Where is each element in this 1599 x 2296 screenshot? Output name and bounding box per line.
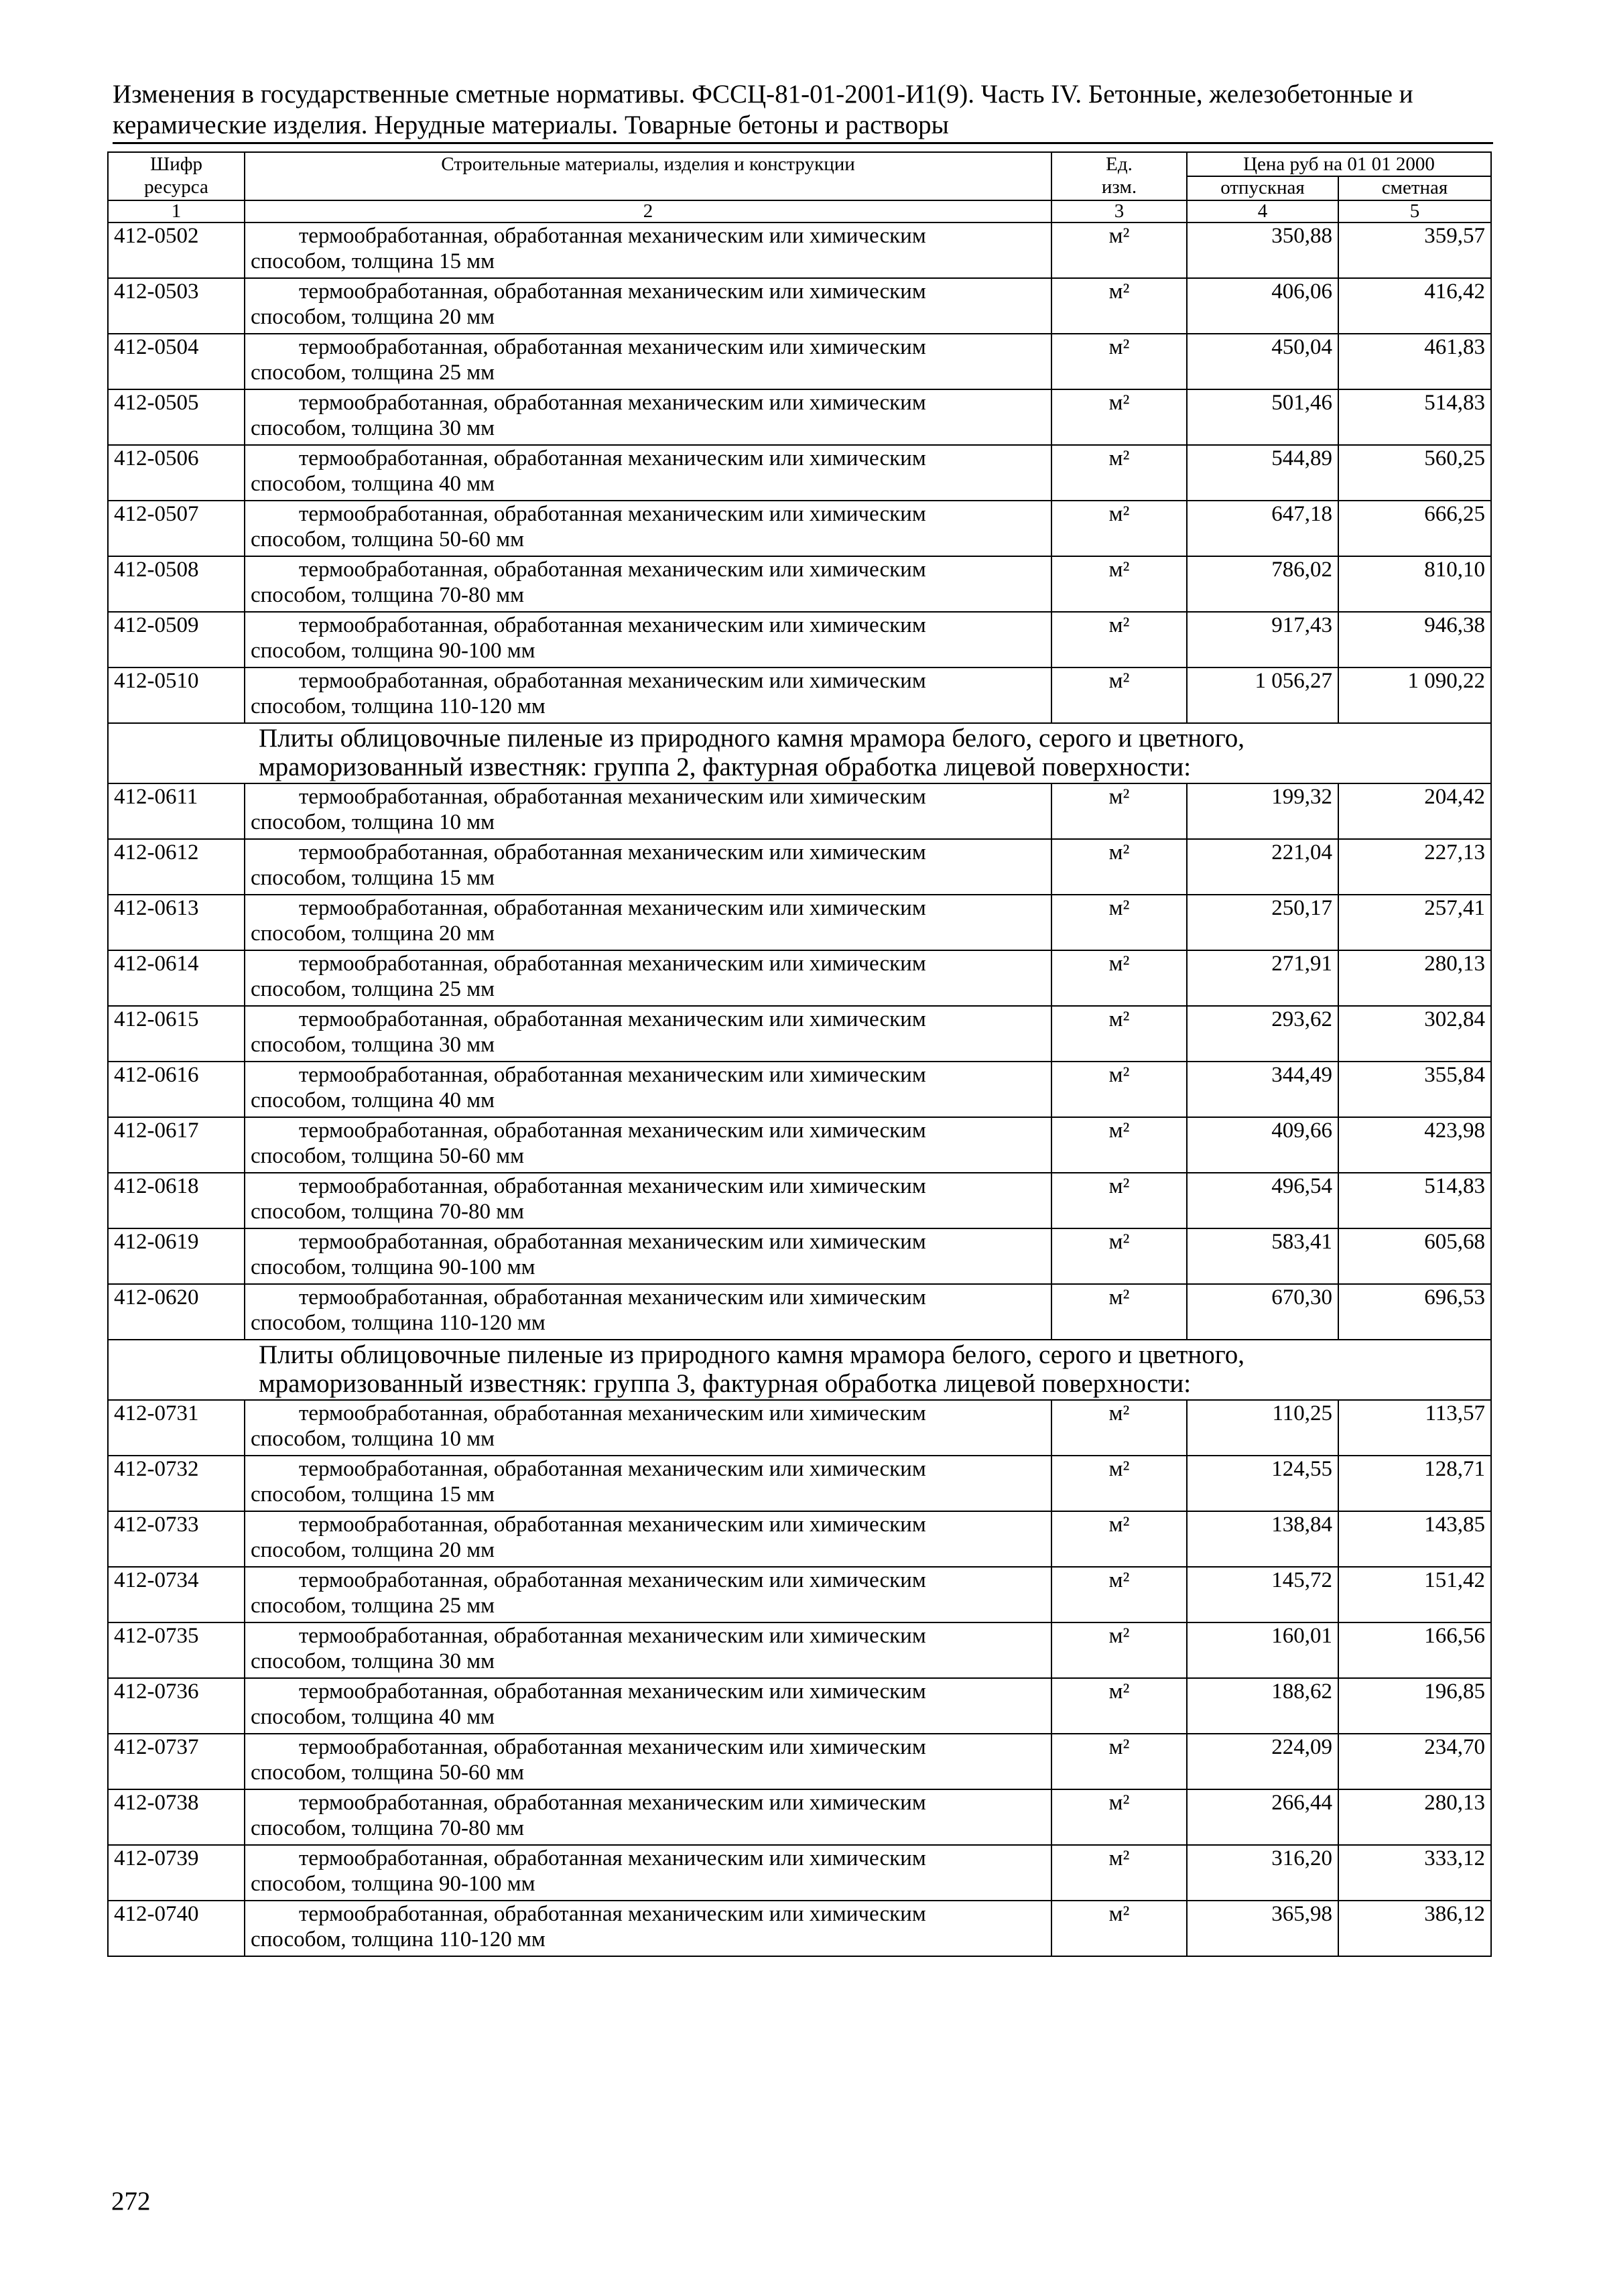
unit-of-measure: м² <box>1051 389 1187 445</box>
resource-code: 412-0613 <box>108 895 245 950</box>
table-row <box>108 389 1491 445</box>
unit-of-measure: м² <box>1051 667 1187 723</box>
material-description <box>245 445 1051 501</box>
price-estimate: 143,85 <box>1338 1511 1491 1567</box>
unit-of-measure: м² <box>1051 1117 1187 1173</box>
price-release: 124,55 <box>1187 1456 1338 1511</box>
price-estimate: 355,84 <box>1338 1062 1491 1117</box>
description-line-1: термообработанная, обработанная механическим или химическим <box>299 1063 926 1087</box>
description-line-1: термообработанная, обработанная механическим или химическим <box>299 613 926 637</box>
description-line-1: термообработанная, обработанная механическим или химическим <box>299 558 926 582</box>
description-line-2: способом, толщина 20 мм <box>251 1538 495 1562</box>
description-line-2: способом, толщина 90-100 мм <box>251 1255 535 1279</box>
material-description <box>245 612 1051 667</box>
material-description <box>245 839 1051 895</box>
price-release: 316,20 <box>1187 1845 1338 1901</box>
description-line-2: способом, толщина 70-80 мм <box>251 583 524 607</box>
description-line-2: способом, толщина 90-100 мм <box>251 1872 535 1896</box>
price-release: 450,04 <box>1187 334 1338 389</box>
description-line-2: способом, толщина 70-80 мм <box>251 1200 524 1224</box>
price-estimate: 514,83 <box>1338 1173 1491 1228</box>
price-release: 145,72 <box>1187 1567 1338 1622</box>
resource-code: 412-0731 <box>108 1400 245 1456</box>
material-description <box>245 222 1051 278</box>
table-row <box>108 278 1491 334</box>
table-row <box>108 445 1491 501</box>
resource-code: 412-0737 <box>108 1734 245 1789</box>
section-heading-line2: мраморизованный известняк: группа 2, фактурная обработка лицевой поверхности: <box>259 753 1192 781</box>
unit-of-measure: м² <box>1051 1678 1187 1734</box>
price-release: 917,43 <box>1187 612 1338 667</box>
col-header-price: Цена руб на 01 01 2000 <box>1187 152 1491 176</box>
section-heading <box>108 1340 1491 1400</box>
table-row <box>108 1678 1491 1734</box>
price-estimate: 280,13 <box>1338 950 1491 1006</box>
description-line-2: способом, толщина 25 мм <box>251 977 495 1001</box>
description-line-2: способом, толщина 110-120 мм <box>251 1927 546 1952</box>
price-estimate: 461,83 <box>1338 334 1491 389</box>
price-release: 350,88 <box>1187 222 1338 278</box>
price-release: 365,98 <box>1187 1901 1338 1956</box>
price-estimate: 359,57 <box>1338 222 1491 278</box>
description-line-1: термообработанная, обработанная механическим или химическим <box>299 391 926 415</box>
resource-code: 412-0506 <box>108 445 245 501</box>
resource-code: 412-0738 <box>108 1789 245 1845</box>
resource-code: 412-0502 <box>108 222 245 278</box>
material-description <box>245 1456 1051 1511</box>
table-row <box>108 1734 1491 1789</box>
section-heading-row <box>108 723 1491 783</box>
description-line-1: термообработанная, обработанная механическим или химическим <box>299 1513 926 1537</box>
price-release: 221,04 <box>1187 839 1338 895</box>
description-line-2: способом, толщина 10 мм <box>251 810 495 834</box>
col-number: 3 <box>1051 200 1187 222</box>
description-line-1: термообработанная, обработанная механическим или химическим <box>299 1791 926 1815</box>
resource-code: 412-0510 <box>108 667 245 723</box>
resource-code: 412-0736 <box>108 1678 245 1734</box>
price-estimate: 605,68 <box>1338 1228 1491 1284</box>
price-estimate: 204,42 <box>1338 783 1491 839</box>
material-description <box>245 1173 1051 1228</box>
price-release: 160,01 <box>1187 1622 1338 1678</box>
description-line-2: способом, толщина 110-120 мм <box>251 1311 546 1335</box>
price-estimate: 257,41 <box>1338 895 1491 950</box>
price-estimate: 128,71 <box>1338 1456 1491 1511</box>
unit-of-measure: м² <box>1051 501 1187 556</box>
table-row <box>108 667 1491 723</box>
col-header-price-release: отпускная <box>1187 176 1338 200</box>
unit-of-measure: м² <box>1051 1456 1187 1511</box>
price-release: 670,30 <box>1187 1284 1338 1340</box>
description-line-2: способом, толщина 15 мм <box>251 249 495 273</box>
unit-of-measure: м² <box>1051 1567 1187 1622</box>
table-row <box>108 1456 1491 1511</box>
resource-code: 412-0734 <box>108 1567 245 1622</box>
col-header-code: Шифр ресурса <box>108 152 245 200</box>
material-description <box>245 1284 1051 1340</box>
resource-code: 412-0733 <box>108 1511 245 1567</box>
material-description <box>245 783 1051 839</box>
section-heading-row <box>108 1340 1491 1400</box>
description-line-1: термообработанная, обработанная механическим или химическим <box>299 1174 926 1198</box>
description-line-2: способом, толщина 10 мм <box>251 1427 495 1451</box>
price-release: 199,32 <box>1187 783 1338 839</box>
table-row <box>108 839 1491 895</box>
description-line-2: способом, толщина 30 мм <box>251 1649 495 1673</box>
unit-of-measure: м² <box>1051 222 1187 278</box>
table-row <box>108 895 1491 950</box>
section-heading-line1: Плиты облицовочные пиленые из природного камня мрамора белого, серого и цветного, <box>259 724 1245 753</box>
table-row <box>108 501 1491 556</box>
col-number: 1 <box>108 200 245 222</box>
description-line-2: способом, толщина 70-80 мм <box>251 1816 524 1840</box>
section-heading-line1: Плиты облицовочные пиленые из природного камня мрамора белого, серого и цветного, <box>259 1340 1245 1369</box>
material-description <box>245 1400 1051 1456</box>
table-row <box>108 1567 1491 1622</box>
page-number: 272 <box>111 2187 151 2216</box>
description-line-1: термообработанная, обработанная механическим или химическим <box>299 952 926 976</box>
resource-code: 412-0615 <box>108 1006 245 1062</box>
resource-code: 412-0503 <box>108 278 245 334</box>
price-estimate: 166,56 <box>1338 1622 1491 1678</box>
description-line-2: способом, толщина 15 мм <box>251 866 495 890</box>
price-table <box>107 151 1492 1957</box>
unit-of-measure: м² <box>1051 1228 1187 1284</box>
description-line-1: термообработанная, обработанная механическим или химическим <box>299 224 926 248</box>
unit-of-measure: м² <box>1051 895 1187 950</box>
price-estimate: 696,53 <box>1338 1284 1491 1340</box>
description-line-1: термообработанная, обработанная механическим или химическим <box>299 1285 926 1310</box>
price-estimate: 416,42 <box>1338 278 1491 334</box>
material-description <box>245 1901 1051 1956</box>
price-estimate: 560,25 <box>1338 445 1491 501</box>
table-body <box>108 222 1491 1956</box>
table-row <box>108 1511 1491 1567</box>
table-row <box>108 1173 1491 1228</box>
table-row <box>108 612 1491 667</box>
unit-of-measure: м² <box>1051 1062 1187 1117</box>
price-release: 344,49 <box>1187 1062 1338 1117</box>
resource-code: 412-0507 <box>108 501 245 556</box>
unit-of-measure: м² <box>1051 950 1187 1006</box>
unit-of-measure: м² <box>1051 1400 1187 1456</box>
price-release: 409,66 <box>1187 1117 1338 1173</box>
unit-of-measure: м² <box>1051 1006 1187 1062</box>
price-release: 138,84 <box>1187 1511 1338 1567</box>
material-description <box>245 950 1051 1006</box>
material-description <box>245 1567 1051 1622</box>
description-line-2: способом, толщина 30 мм <box>251 416 495 440</box>
section-heading-line2: мраморизованный известняк: группа 3, фактурная обработка лицевой поверхности: <box>259 1369 1192 1398</box>
description-line-1: термообработанная, обработанная механическим или химическим <box>299 669 926 693</box>
description-line-1: термообработанная, обработанная механическим или химическим <box>299 1007 926 1031</box>
price-release: 266,44 <box>1187 1789 1338 1845</box>
price-release: 110,25 <box>1187 1400 1338 1456</box>
description-line-1: термообработанная, обработанная механическим или химическим <box>299 1679 926 1704</box>
table-row <box>108 222 1491 278</box>
material-description <box>245 1734 1051 1789</box>
description-line-1: термообработанная, обработанная механическим или химическим <box>299 1846 926 1870</box>
material-description <box>245 1845 1051 1901</box>
description-line-2: способом, толщина 110-120 мм <box>251 694 546 718</box>
table-row <box>108 1006 1491 1062</box>
material-description <box>245 667 1051 723</box>
resource-code: 412-0508 <box>108 556 245 612</box>
resource-code: 412-0619 <box>108 1228 245 1284</box>
price-release: 293,62 <box>1187 1006 1338 1062</box>
material-description <box>245 1789 1051 1845</box>
col-number: 4 <box>1187 200 1338 222</box>
price-release: 188,62 <box>1187 1678 1338 1734</box>
description-line-1: термообработанная, обработанная механическим или химическим <box>299 1568 926 1592</box>
resource-code: 412-0740 <box>108 1901 245 1956</box>
unit-of-measure: м² <box>1051 612 1187 667</box>
description-line-2: способом, толщина 20 мм <box>251 921 495 946</box>
price-estimate: 386,12 <box>1338 1901 1491 1956</box>
table-row <box>108 1400 1491 1456</box>
unit-of-measure: м² <box>1051 278 1187 334</box>
unit-of-measure: м² <box>1051 334 1187 389</box>
material-description <box>245 895 1051 950</box>
price-estimate: 196,85 <box>1338 1678 1491 1734</box>
material-description <box>245 556 1051 612</box>
description-line-2: способом, толщина 30 мм <box>251 1033 495 1057</box>
unit-of-measure: м² <box>1051 1789 1187 1845</box>
table-row <box>108 950 1491 1006</box>
description-line-1: термообработанная, обработанная механическим или химическим <box>299 446 926 470</box>
resource-code: 412-0618 <box>108 1173 245 1228</box>
description-line-1: термообработанная, обработанная механическим или химическим <box>299 896 926 920</box>
price-release: 786,02 <box>1187 556 1338 612</box>
resource-code: 412-0612 <box>108 839 245 895</box>
header-line-1: Изменения в государственные сметные нормативы. ФССЦ-81-01-2001-И1(9). Часть IV. Бетонные, железобетонные и <box>113 80 1413 109</box>
description-line-2: способом, толщина 25 мм <box>251 1594 495 1618</box>
price-release: 544,89 <box>1187 445 1338 501</box>
price-release: 1 056,27 <box>1187 667 1338 723</box>
col-header-name: Строительные материалы, изделия и конструкции <box>245 152 1051 200</box>
price-estimate: 113,57 <box>1338 1400 1491 1456</box>
resource-code: 412-0620 <box>108 1284 245 1340</box>
description-line-1: термообработанная, обработанная механическим или химическим <box>299 785 926 809</box>
resource-code: 412-0509 <box>108 612 245 667</box>
price-estimate: 514,83 <box>1338 389 1491 445</box>
unit-of-measure: м² <box>1051 1901 1187 1956</box>
description-line-1: термообработанная, обработанная механическим или химическим <box>299 1401 926 1425</box>
table-row <box>108 1062 1491 1117</box>
price-release: 501,46 <box>1187 389 1338 445</box>
material-description <box>245 278 1051 334</box>
price-release: 496,54 <box>1187 1173 1338 1228</box>
description-line-2: способом, толщина 50-60 мм <box>251 527 524 552</box>
material-description <box>245 334 1051 389</box>
description-line-2: способом, толщина 15 мм <box>251 1482 495 1507</box>
description-line-2: способом, толщина 50-60 мм <box>251 1761 524 1785</box>
description-line-1: термообработанная, обработанная механическим или химическим <box>299 1624 926 1648</box>
resource-code: 412-0732 <box>108 1456 245 1511</box>
price-release: 224,09 <box>1187 1734 1338 1789</box>
description-line-1: термообработанная, обработанная механическим или химическим <box>299 1230 926 1254</box>
material-description <box>245 1511 1051 1567</box>
material-description <box>245 501 1051 556</box>
price-estimate: 1 090,22 <box>1338 667 1491 723</box>
table-row <box>108 783 1491 839</box>
description-line-1: термообработанная, обработанная механическим или химическим <box>299 1735 926 1759</box>
price-release: 271,91 <box>1187 950 1338 1006</box>
price-estimate: 333,12 <box>1338 1845 1491 1901</box>
description-line-2: способом, толщина 40 мм <box>251 472 495 496</box>
material-description <box>245 1678 1051 1734</box>
description-line-2: способом, толщина 20 мм <box>251 305 495 329</box>
header-line-2: керамические изделия. Нерудные материалы. Товарные бетоны и растворы <box>113 111 949 139</box>
price-release: 250,17 <box>1187 895 1338 950</box>
resource-code: 412-0616 <box>108 1062 245 1117</box>
description-line-1: термообработанная, обработанная механическим или химическим <box>299 1119 926 1143</box>
col-header-price-estimate: сметная <box>1338 176 1491 200</box>
material-description <box>245 1062 1051 1117</box>
col-number: 2 <box>245 200 1051 222</box>
description-line-2: способом, толщина 40 мм <box>251 1705 495 1729</box>
material-description <box>245 1228 1051 1284</box>
resource-code: 412-0739 <box>108 1845 245 1901</box>
material-description <box>245 1117 1051 1173</box>
unit-of-measure: м² <box>1051 1173 1187 1228</box>
description-line-1: термообработанная, обработанная механическим или химическим <box>299 840 926 865</box>
price-estimate: 280,13 <box>1338 1789 1491 1845</box>
unit-of-measure: м² <box>1051 783 1187 839</box>
description-line-1: термообработанная, обработанная механическим или химическим <box>299 502 926 526</box>
description-line-1: термообработанная, обработанная механическим или химическим <box>299 1902 926 1926</box>
table-row <box>108 334 1491 389</box>
description-line-2: способом, толщина 40 мм <box>251 1088 495 1112</box>
material-description <box>245 389 1051 445</box>
description-line-2: способом, толщина 25 мм <box>251 361 495 385</box>
unit-of-measure: м² <box>1051 445 1187 501</box>
table-row <box>108 556 1491 612</box>
table-row <box>108 1901 1491 1956</box>
price-estimate: 227,13 <box>1338 839 1491 895</box>
col-number: 5 <box>1338 200 1491 222</box>
col-header-unit: Ед. изм. <box>1051 152 1187 200</box>
resource-code: 412-0735 <box>108 1622 245 1678</box>
table-row <box>108 1845 1491 1901</box>
material-description <box>245 1622 1051 1678</box>
table-row <box>108 1117 1491 1173</box>
unit-of-measure: м² <box>1051 1284 1187 1340</box>
table-row <box>108 1622 1491 1678</box>
resource-code: 412-0504 <box>108 334 245 389</box>
price-estimate: 423,98 <box>1338 1117 1491 1173</box>
material-description <box>245 1006 1051 1062</box>
resource-code: 412-0617 <box>108 1117 245 1173</box>
unit-of-measure: м² <box>1051 556 1187 612</box>
price-estimate: 666,25 <box>1338 501 1491 556</box>
document-header <box>113 79 1493 144</box>
description-line-1: термообработанная, обработанная механическим или химическим <box>299 1457 926 1481</box>
price-estimate: 151,42 <box>1338 1567 1491 1622</box>
unit-of-measure: м² <box>1051 1511 1187 1567</box>
description-line-2: способом, толщина 50-60 мм <box>251 1144 524 1168</box>
price-release: 647,18 <box>1187 501 1338 556</box>
table-row <box>108 1284 1491 1340</box>
price-estimate: 946,38 <box>1338 612 1491 667</box>
unit-of-measure: м² <box>1051 1622 1187 1678</box>
price-release: 583,41 <box>1187 1228 1338 1284</box>
price-estimate: 234,70 <box>1338 1734 1491 1789</box>
table-row <box>108 1789 1491 1845</box>
resource-code: 412-0614 <box>108 950 245 1006</box>
unit-of-measure: м² <box>1051 1845 1187 1901</box>
section-heading <box>108 723 1491 783</box>
table-row <box>108 1228 1491 1284</box>
unit-of-measure: м² <box>1051 839 1187 895</box>
unit-of-measure: м² <box>1051 1734 1187 1789</box>
price-release: 406,06 <box>1187 278 1338 334</box>
resource-code: 412-0611 <box>108 783 245 839</box>
price-estimate: 810,10 <box>1338 556 1491 612</box>
resource-code: 412-0505 <box>108 389 245 445</box>
description-line-2: способом, толщина 90-100 мм <box>251 639 535 663</box>
description-line-1: термообработанная, обработанная механическим или химическим <box>299 279 926 304</box>
price-estimate: 302,84 <box>1338 1006 1491 1062</box>
description-line-1: термообработанная, обработанная механическим или химическим <box>299 335 926 359</box>
